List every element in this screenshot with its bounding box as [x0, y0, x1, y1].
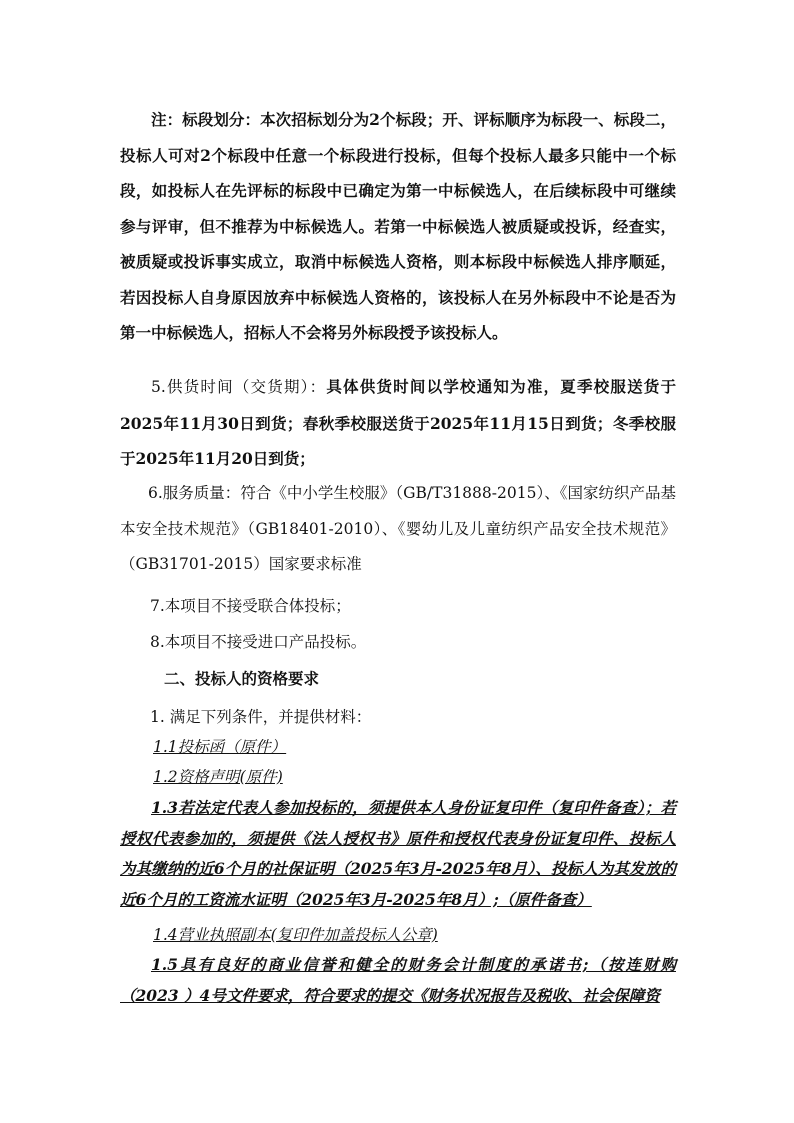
item5-block	[120, 369, 676, 477]
supply-time-text: 具体供货时间以学校通知为准，夏季校服送货于2025年11月30日到货；春秋季校服送货于2025年11月15日到货；冬季校服于2025年11月20日到货；	[120, 377, 676, 468]
section2-heading: 二、投标人的资格要求	[164, 669, 320, 688]
requirements-intro: 1. 满足下列条件，并提供材料：	[150, 708, 372, 726]
item8-line: 8.本项目不接受进口产品投标。	[150, 633, 367, 651]
req-1-5-block	[120, 950, 676, 1011]
note-paragraph-block	[120, 102, 676, 351]
req-1-3-block	[120, 793, 676, 915]
req-1-4: 1.4营业执照副本(复印件加盖投标人公章)	[153, 926, 438, 944]
supply-time-paragraph	[120, 369, 676, 477]
req-1-1: 1.1投标函（原件）	[153, 738, 287, 756]
item6-block	[120, 476, 676, 583]
req-1-5: 1.5具有良好的商业信誉和健全的财务会计制度的承诺书;（按连财购（2023 ）4号文件要求，符合要求的提交《财务状况报告及税收、社会保障资	[120, 955, 676, 1005]
item7-line: 7.本项目不接受联合体投标；	[150, 597, 351, 615]
service-quality-paragraph: 6.服务质量：符合《中小学生校服》（GB/T31888-2015）、《国家纺织产品基本安全技术规范》（GB18401-2010）、《婴幼儿及儿童纺织产品安全技术规范》（GB31701-2015）国家要求标准	[120, 484, 676, 573]
note-paragraph: 注：标段划分：本次招标划分为2个标段；开、评标顺序为标段一、标段二，投标人可对2个标段中任意一个标段进行投标，但每个投标人最多只能中一个标段，如投标人在先评标的标段中已确定为第一中标候选人，在后续标段中可继续参与评审，但不推荐为中标候选人。若第一中标候选人被质疑或投诉，经查实，被质疑或投诉事实成立，取消中标候选人资格，则本标段中标候选人排序顺延，若因投标人自身原因放弃中标候选人资格的，该投标人在另外标段中不论是否为第一中标候选人，招标人不会将另外标段授予该投标人。	[120, 110, 676, 342]
req-1-3: 1.3若法定代表人参加投标的，须提供本人身份证复印件（复印件备查）；若授权代表参加的，须提供《法人授权书》原件和授权代表身份证复印件、投标人为其缴纳的近6个月的社保证明（2025年3月-2025年8月）、投标人为其发放的近6个月的工资流水证明（2025年3月-2025年8月）;（原件备查）	[120, 798, 676, 909]
req-1-2: 1.2资格声明(原件)	[153, 768, 283, 786]
supply-time-label: 5.供货时间（交货期）：	[151, 378, 327, 396]
